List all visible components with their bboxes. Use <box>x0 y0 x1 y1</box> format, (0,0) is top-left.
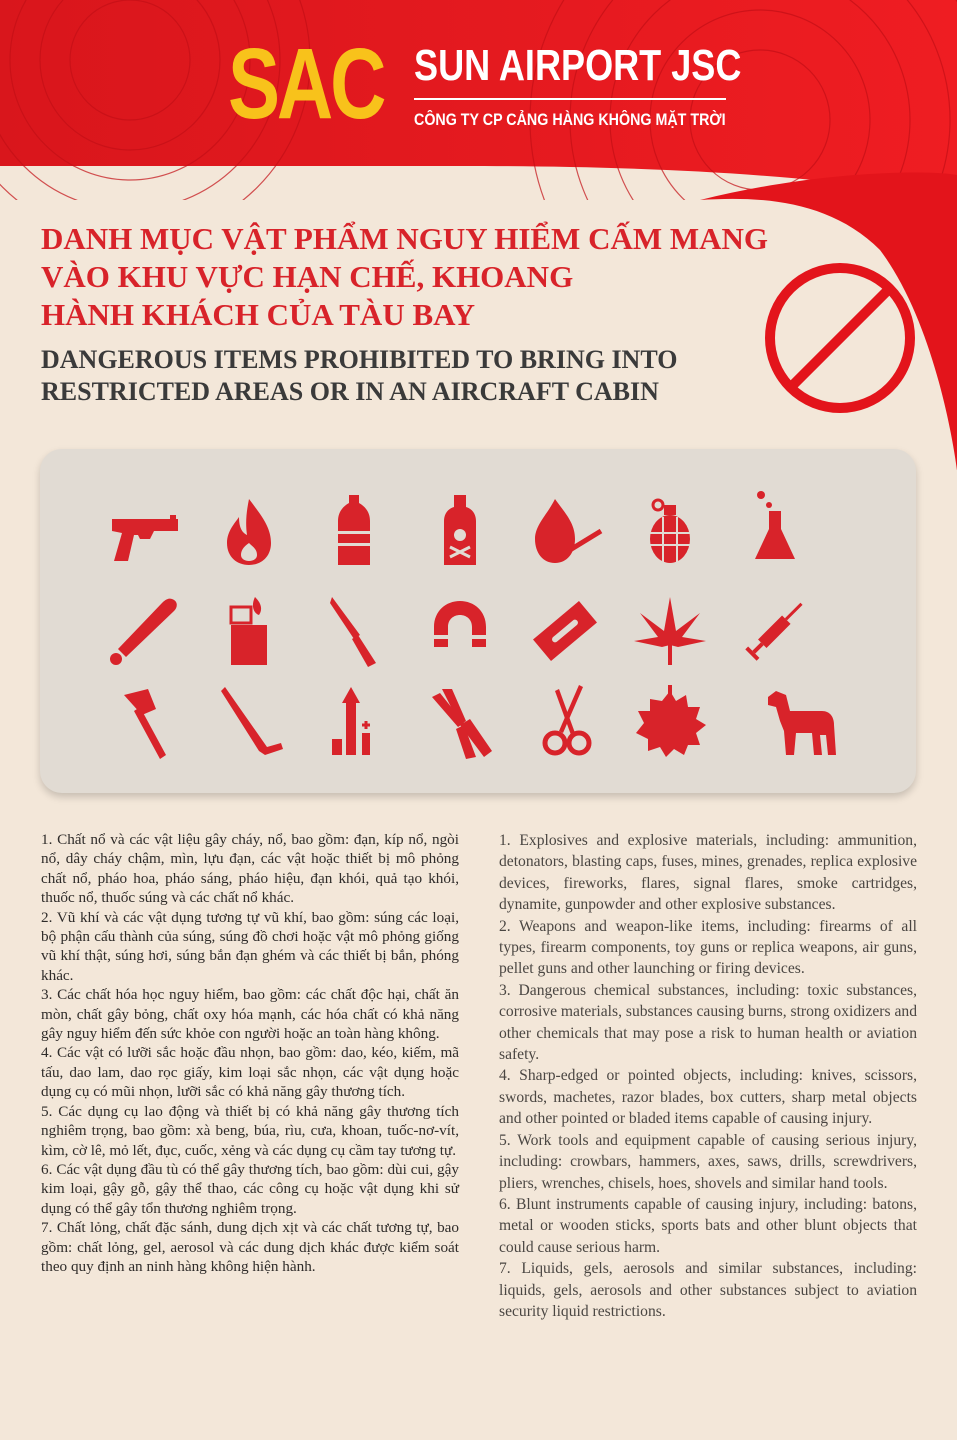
cannabis-leaf-icon <box>630 591 710 671</box>
durian-icon <box>630 681 710 761</box>
company-name: SUN AIRPORT JSC <box>414 41 742 90</box>
razor-blade-icon <box>525 591 605 671</box>
item-en-1: 1. Explosives and explosive materials, including: ammunition, detonators, blasting caps, fuses, mines, grenades, replica explosive devices, fireworks, flares, signal flares, smoke cartridges, dynamite, gunpowder and other explosive substances. <box>499 832 917 914</box>
prohibited-sign-icon <box>764 262 916 414</box>
item-vn-7: 7. Chất lỏng, chất đặc sánh, dung dịch xịt và các chất tương tự, bao gồm: chất lỏng, gel, aerosol và các dung dịch khác được kiểm soát theo quy định an ninh hàng không hiện hành. <box>41 1219 459 1275</box>
item-vn-5: 5. Các dụng cụ lao động và thiết bị có khả năng gây thương tích nghiêm trọng, bao gồm: xà beng, búa, rìu, cưa, khoan, tuốc-nơ-vít, kìm, cờ lê, mỏ lết, đục, cuốc, xẻng và các dụng cụ cầm tay tương tự. <box>41 1102 459 1159</box>
knife-icon <box>314 591 394 671</box>
items-list-english <box>499 830 917 1322</box>
title-vietnamese: DANH MỤC VẬT PHẨM NGUY HIỂM CẤM MANG VÀO KHU VỰC HẠN CHẾ, KHOANG HÀNH KHÁCH CỦA TÀU BAY <box>41 221 769 332</box>
magnet-icon <box>420 591 500 671</box>
scissors-icon <box>525 681 605 761</box>
syringe-icon <box>735 591 815 671</box>
item-en-7: 7. Liquids, gels, aerosols and similar substances, including: liquids, gels, aerosols and other substances subject to aviation security liquid restrictions. <box>499 1260 917 1320</box>
pistol-icon <box>104 491 184 571</box>
items-list-vietnamese <box>41 830 459 1276</box>
company-subtitle: CÔNG TY CP CẢNG HÀNG KHÔNG MẶT TRỜI <box>414 110 726 129</box>
grenade-icon <box>630 491 710 571</box>
item-vn-4: 4. Các vật có lưỡi sắc hoặc đầu nhọn, bao gồm: dao, kéo, kiếm, mã tấu, dao lam, dao rọc giấy, kim loại sắc nhọn, các vật dụng hoặc dụng cụ có mũi nhọn, lưỡi sắc có khả năng gây thương tích. <box>41 1044 459 1101</box>
match-flame-icon <box>525 491 605 571</box>
bottle-icon <box>314 491 394 571</box>
item-vn-2: 2. Vũ khí và các vật dụng tương tự vũ khí, bao gồm: súng các loại, bộ phận cấu thành của súng, súng đồ chơi hoặc vật mô phỏng giống vũ khí thật, súng hơi, súng bắn đạn ghém và các thiết bị bắn, phóng khác. <box>41 908 459 984</box>
fire-icon <box>209 491 289 571</box>
hockey-stick-icon <box>209 681 289 761</box>
item-en-3: 3. Dangerous chemical substances, including: toxic substances, corrosive materials, substances causing burns, strong oxidizers and other chemicals that may pose a risk to human health or aviation safety. <box>499 981 917 1064</box>
item-en-4: 4. Sharp-edged or pointed objects, including: knives, scissors, swords, machetes, razor blades, box cutters, sharp metal objects and other pointed or bladed items capable of causing injury. <box>499 1067 917 1128</box>
fireworks-icon <box>314 681 394 761</box>
item-vn-6: 6. Các vật dụng đầu tù có thể gây thương tích, bao gồm: dùi cui, gậy kim loại, gậy gỗ, gậy thể thao, các công cụ hoặc vật dụng khi sử dụng có thể gây tổn thương nghiêm trọng. <box>41 1160 459 1217</box>
item-en-2: 2. Weapons and weapon-like items, including: firearms of all types, firearm components, toy guns or replica weapons, air guns, pellet guns and other launching or firing devices. <box>499 917 917 978</box>
item-en-5: 5. Work tools and equipment capable of causing serious injury, including: crowbars, hammers, axes, saws, drills, screwdrivers, pliers, wrenches, chisels, hoes, shovels and similar hand tools. <box>499 1131 917 1192</box>
baseball-bat-icon <box>104 591 184 671</box>
poison-bottle-icon <box>420 491 500 571</box>
pliers-icon <box>420 681 500 761</box>
prohibited-items-panel <box>40 449 916 793</box>
item-en-6: 6. Blunt instruments capable of causing injury, including: batons, metal or wooden sticks, sports bats and other blunt objects that could cause serious harm. <box>499 1195 917 1256</box>
item-vn-1: 1. Chất nổ và các vật liệu gây cháy, nổ, bao gồm: đạn, kíp nổ, ngòi nổ, dây cháy chậm, mìn, lựu đạn, các vật hoặc thiết bị mô phỏng chất nổ, pháo hoa, pháo sáng, pháo hiệu, đạn khói, quả tạo khói, thuốc nổ, thuốc súng và các chất nổ khác. <box>41 831 459 907</box>
lighter-icon <box>209 591 289 671</box>
chemical-flask-icon <box>735 485 815 565</box>
title-english: DANGEROUS ITEMS PROHIBITED TO BRING INTO RESTRICTED AREAS OR IN AN AIRCRAFT CABIN <box>41 345 678 406</box>
logo-sac: SAC <box>228 28 384 140</box>
item-vn-3: 3. Các chất hóa học nguy hiểm, bao gồm: các chất độc hại, chất ăn mòn, chất gây bỏng, chất oxy hóa mạnh, các hóa chất có khả năng gây nguy hiểm đến sức khỏe con người hoặc an toàn hàng không. <box>41 986 459 1043</box>
axe-icon <box>104 681 184 761</box>
dog-icon <box>762 681 842 761</box>
